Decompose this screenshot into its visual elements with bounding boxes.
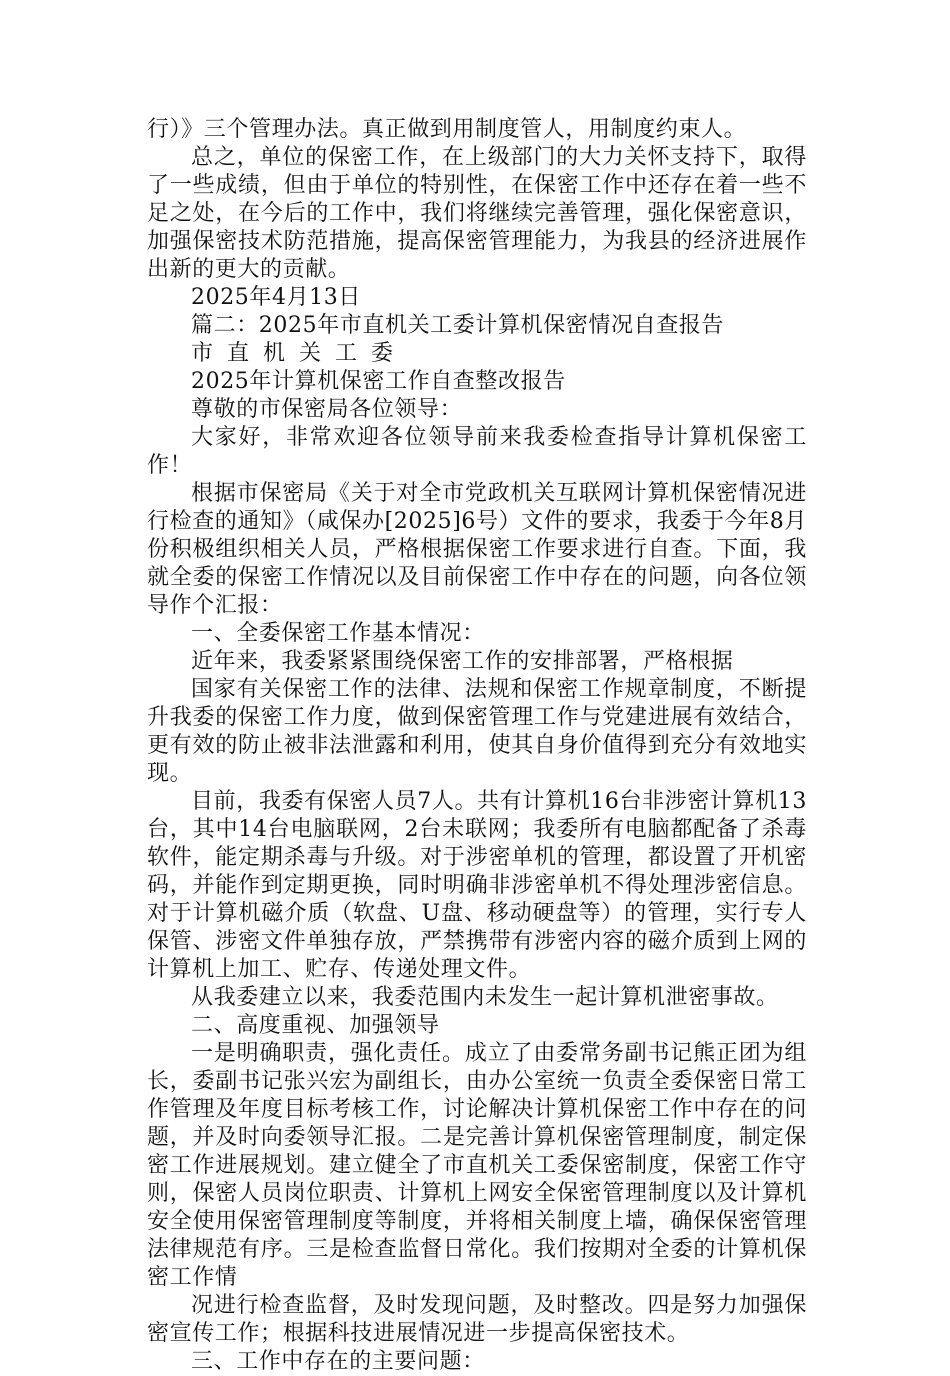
heading-2: 二、高度重视、加强领导 xyxy=(191,1013,440,1038)
paragraph-supervision: 况进行检查监督，及时发现问题，及时整改。四是努力加强保密宣传工作；根据科技进展情况进一步提高保密技术。 xyxy=(147,1293,807,1346)
date-line: 2025年4月13日 xyxy=(191,285,361,310)
paragraph-laws: 国家有关保密工作的法律、法规和保密工作规章制度，不断提升我委的保密工作力度，做到保密管理工作与党建进展有效结合，更有效的防止被非法泄露和利用，使其自身价值得到充分有效地实现。 xyxy=(147,677,807,786)
paragraph-basis: 根据市保密局《关于对全市党政机关互联网计算机保密情况进行检查的通知》（咸保办[2025]6号）文件的要求，我委于今年8月份积极组织相关人员，严格根据保密工作要求进行自查。下面，我就全委的保密工作情况以及目前保密工作中存在的问题，向各位领导作个汇报： xyxy=(147,481,807,618)
heading-3: 三、工作中存在的主要问题： xyxy=(191,1349,485,1374)
paragraph-recent: 近年来，我委紧紧围绕保密工作的安排部署，严格根据 xyxy=(191,649,734,674)
document-body xyxy=(147,116,807,1376)
report-title: 2025年计算机保密工作自查整改报告 xyxy=(191,369,566,394)
paragraph-duties: 一是明确职责，强化责任。成立了由委常务副书记熊正团为组长，委副书记张兴宏为副组长，由办公室统一负责全委保密日常工作管理及年度目标考核工作，讨论解决计算机保密工作中存在的问题，并及时向委领导汇报。二是完善计算机保密管理制度，制定保密工作进展规划。建立健全了市直机关工委保密制度，保密工作守则，保密人员岗位职责、计算机上网安全保密管理制度以及计算机安全使用保密管理制度等制度，并将相关制度上墙，确保保密管理法律规范有序。三是检查监督日常化。我们按期对全委的计算机保密工作情 xyxy=(147,1041,807,1290)
paragraph-2: 总之，单位的保密工作，在上级部门的大力关怀支持下，取得了一些成绩，但由于单位的特别性，在保密工作中还存在着一些不足之处，在今后的工作中，我们将继续完善管理，强化保密意识，加强保密技术防范措施，提高保密管理能力，为我县的经济进展作出新的更大的贡献。 xyxy=(147,145,807,282)
paragraph-1: 行）》三个管理办法。真正做到用制度管人，用制度约束人。 xyxy=(147,117,747,142)
issuer-name: 市直机关工委 xyxy=(191,341,408,366)
heading-1: 一、全委保密工作基本情况： xyxy=(191,621,485,646)
paragraph-current: 目前，我委有保密人员7人。共有计算机16台非涉密计算机13台，其中14台电脑联网，2台未联网；我委所有电脑都配备了杀毒软件，能定期杀毒与升级。对于涉密单机的管理，都设置了开机密码，并能作到定期更换，同时明确非涉密单机不得处理涉密信息。对于计算机磁介质（软盘、U盘、移动硬盘等）的管理，实行专人保管、涉密文件单独存放，严禁携带有涉密内容的磁介质到上网的计算机上加工、贮存、传递处理文件。 xyxy=(147,789,807,982)
salutation: 尊敬的市保密局各位领导： xyxy=(191,397,463,422)
section-title: 篇二：2025年市直机关工委计算机保密情况自查报告 xyxy=(191,313,724,338)
paragraph-no-incident: 从我委建立以来，我委范围内未发生一起计算机泄密事故。 xyxy=(191,985,779,1010)
greeting: 大家好，非常欢迎各位领导前来我委检查指导计算机保密工作！ xyxy=(147,425,807,478)
